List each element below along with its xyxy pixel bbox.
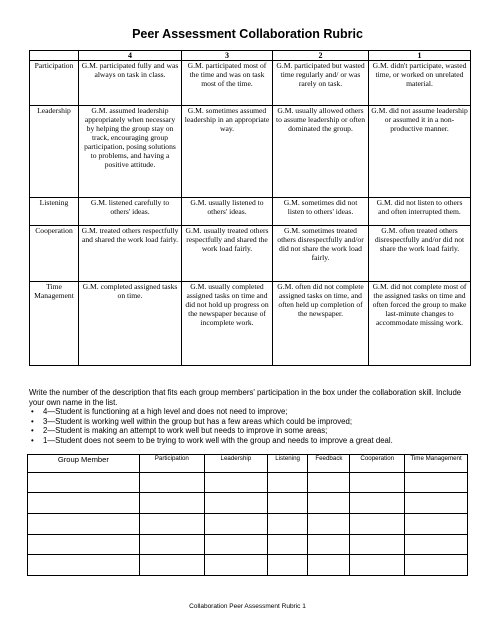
column-header-listening: Listening [267, 455, 308, 473]
score-cell[interactable] [405, 555, 468, 576]
criterion-label: Time Management [30, 282, 79, 366]
member-name-cell[interactable] [28, 472, 140, 493]
rubric-cell: G.M. usually completed assigned tasks on time and did not hold up progress on the newspaper because of incomplete work. [182, 282, 273, 366]
member-name-cell[interactable] [28, 555, 140, 576]
criterion-label: Cooperation [30, 226, 79, 282]
member-name-cell[interactable] [28, 513, 140, 534]
score-header: 3 [182, 51, 273, 61]
score-cell[interactable] [204, 513, 267, 534]
score-cell[interactable] [308, 534, 350, 555]
rubric-cell: G.M. did not listen to others and often interrupted them. [369, 198, 471, 226]
rubric-cell: G.M. participated but wasted time regularly and/ or was rarely on task. [273, 61, 369, 106]
member-row [28, 513, 468, 534]
score-cell[interactable] [405, 472, 468, 493]
score-key-item [29, 436, 474, 446]
score-cell[interactable] [139, 472, 204, 493]
rubric-cell: G.M. participated fully and was always on task in class. [79, 61, 182, 106]
rubric-cell: G.M. assumed leadership appropriately when necessary by helping the group stay on track, encouraging group participation, posing solutions to problems, and having a positive attitude. [79, 106, 182, 198]
criterion-label: Participation [30, 61, 79, 106]
score-cell[interactable] [308, 472, 350, 493]
member-row [28, 472, 468, 493]
rubric-header-blank [30, 51, 79, 61]
rubric-row-listening [30, 198, 471, 226]
column-header-participation: Participation [139, 455, 204, 473]
score-cell[interactable] [405, 493, 468, 514]
rubric-cell: G.M. didn't participate, wasted time, or worked on unrelated material. [369, 61, 471, 106]
score-cell[interactable] [139, 555, 204, 576]
rubric-cell: G.M. listened carefully to others' ideas. [79, 198, 182, 226]
instructions [29, 388, 474, 446]
score-cell[interactable] [139, 534, 204, 555]
score-key-text: 4—Student is functioning at a high level and does not need to improve; [43, 407, 288, 417]
member-row [28, 534, 468, 555]
rubric-cell: G.M. did not complete most of the assigned tasks on time and often forced the group to make last-minute changes to accommodate missing work. [369, 282, 471, 366]
score-cell[interactable] [308, 493, 350, 514]
rubric-cell: G.M. usually allowed others to assume leadership or often dominated the group. [273, 106, 369, 198]
column-header-feedback: Feedback [308, 455, 350, 473]
score-cell[interactable] [139, 513, 204, 534]
rubric-cell: G.M. sometimes did not listen to others' ideas. [273, 198, 369, 226]
rubric-cell: G.M. often treated others disrespectfully and/or did not share the work load fairly. [369, 226, 471, 282]
score-cell[interactable] [350, 493, 405, 514]
score-cell[interactable] [204, 493, 267, 514]
rubric-row-participation [30, 61, 471, 106]
page-title: Peer Assessment Collaboration Rubric [132, 27, 363, 41]
rubric-cell: G.M. usually treated others respectfully and shared the work load fairly. [182, 226, 273, 282]
column-header-group-member: Group Member [28, 455, 140, 473]
score-cell[interactable] [308, 555, 350, 576]
rubric-cell: G.M. did not assume leadership or assumed it in a non-productive manner. [369, 106, 471, 198]
criterion-label: Leadership [30, 106, 79, 198]
bullet-icon: • [31, 416, 34, 426]
score-cell[interactable] [350, 555, 405, 576]
rubric-cell: G.M. often did not complete assigned tasks on time, and often held up completion of the newspaper. [273, 282, 369, 366]
column-header-time-management: Time Management [405, 455, 468, 473]
rubric-cell: G.M. usually listened to others' ideas. [182, 198, 273, 226]
group-member-table [27, 454, 468, 576]
instructions-intro: Write the number of the description that fits each group members' participation in the box under the collaboration skill. Include your own name in the list. [29, 388, 462, 407]
score-cell[interactable] [267, 472, 308, 493]
page-footer: Collaboration Peer Assessment Rubric 1 [189, 603, 306, 610]
score-cell[interactable] [139, 493, 204, 514]
rubric-cell: G.M. participated most of the time and was on task most of the time. [182, 61, 273, 106]
column-header-leadership: Leadership [204, 455, 267, 473]
member-row [28, 555, 468, 576]
rubric-table [29, 50, 471, 366]
score-key-item [29, 426, 474, 436]
score-cell[interactable] [350, 472, 405, 493]
score-header: 2 [273, 51, 369, 61]
member-name-cell[interactable] [28, 534, 140, 555]
score-cell[interactable] [204, 472, 267, 493]
score-header: 1 [369, 51, 471, 61]
rubric-cell: G.M. treated others respectfully and shared the work load fairly. [79, 226, 182, 282]
rubric-cell: G.M. sometimes treated others disrespectfully and/or did not share the work load fairly. [273, 226, 369, 282]
score-key-text: 1—Student does not seem to be trying to work well with the group and needs to improve a great deal. [43, 435, 393, 445]
score-cell[interactable] [405, 513, 468, 534]
score-header: 4 [79, 51, 182, 61]
score-cell[interactable] [350, 513, 405, 534]
bullet-icon: • [31, 435, 34, 445]
score-cell[interactable] [267, 555, 308, 576]
score-key-text: 2—Student is making an attempt to work well but needs to improve in some areas; [43, 426, 328, 436]
bullet-icon: • [31, 407, 34, 417]
score-cell[interactable] [204, 555, 267, 576]
rubric-row-time-management [30, 282, 471, 366]
column-header-cooperation: Cooperation [350, 455, 405, 473]
score-key-item [29, 417, 474, 427]
member-name-cell[interactable] [28, 493, 140, 514]
member-header-row [28, 455, 468, 473]
score-cell[interactable] [267, 493, 308, 514]
score-cell[interactable] [267, 513, 308, 534]
score-cell[interactable] [204, 534, 267, 555]
score-cell[interactable] [405, 534, 468, 555]
bullet-icon: • [31, 426, 34, 436]
score-key-list [29, 407, 474, 445]
score-key-text: 3—Student is working well within the group but has a few areas which could be improved; [43, 416, 353, 426]
score-cell[interactable] [308, 513, 350, 534]
rubric-cell: G.M. sometimes assumed leadership in an appropriate way. [182, 106, 273, 198]
score-key-item [29, 407, 474, 417]
rubric-cell: G.M. completed assigned tasks on time. [79, 282, 182, 366]
rubric-row-cooperation [30, 226, 471, 282]
member-row [28, 493, 468, 514]
rubric-row-leadership [30, 106, 471, 198]
score-cell[interactable] [267, 534, 308, 555]
score-cell[interactable] [350, 534, 405, 555]
criterion-label: Listening [30, 198, 79, 226]
rubric-header-row [30, 51, 471, 61]
